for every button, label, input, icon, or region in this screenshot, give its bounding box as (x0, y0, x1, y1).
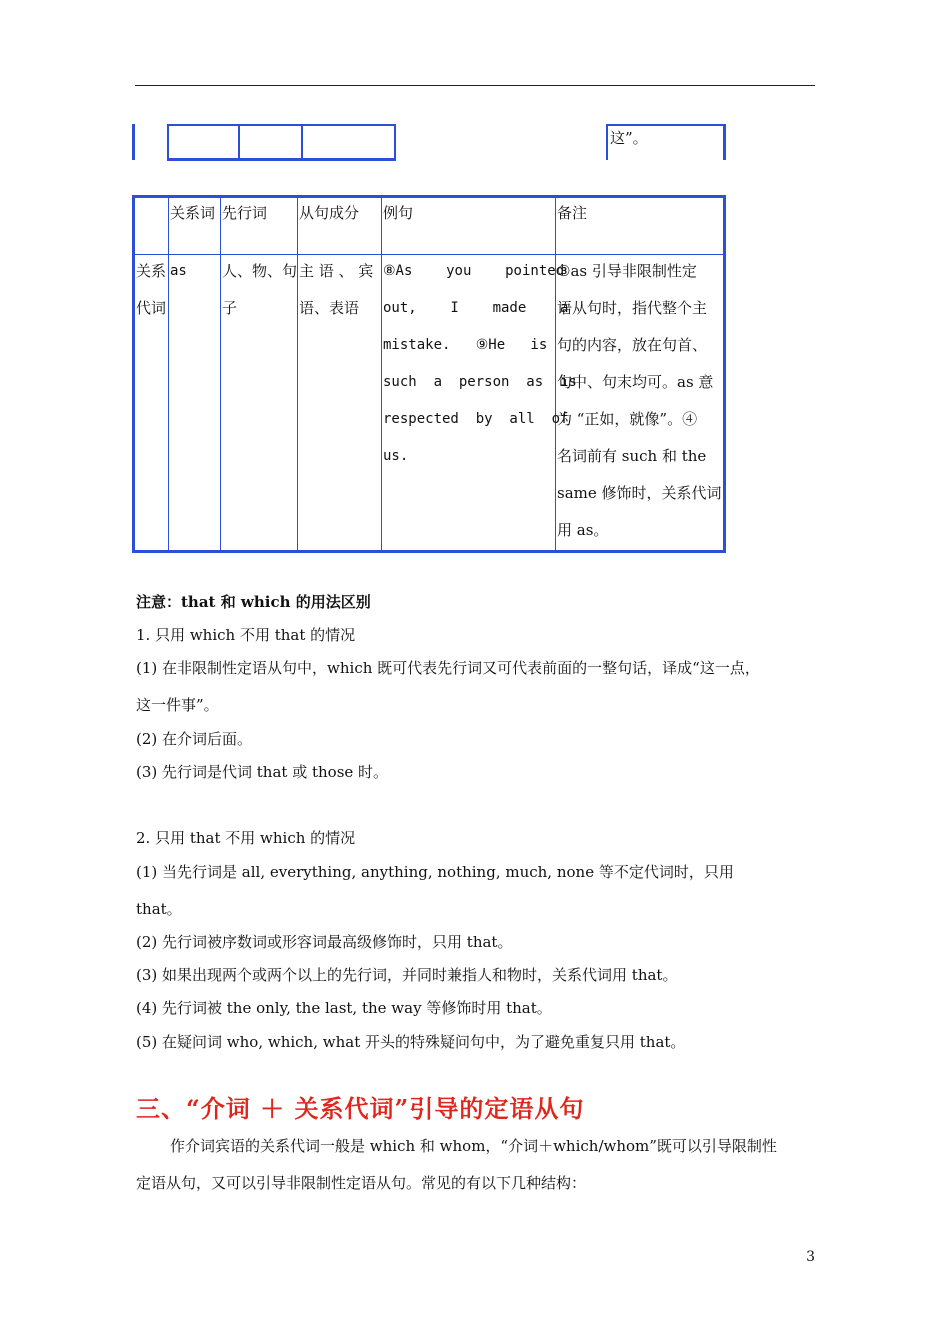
cell-antecedent: 人、物、句 子 (222, 262, 298, 317)
s2-item: (1) 当先行词是 all, everything, anything, nothing, much, none 等不定代词时，只用 (136, 863, 734, 881)
fragment-text: 这”。 (610, 129, 648, 147)
section3-title: 三、“介词 ＋ 关系代词”引导的定语从句 (136, 1094, 585, 1123)
section2-heading: 2. 只用 that 不用 which 的情况 (136, 829, 356, 847)
s1-item: (1) 在非限制性定语从句中，which 既可代表先行词又可代表前面的一整句话，译成“这一点， (136, 659, 760, 677)
s1-item: (3) 先行词是代词 that 或 those 时。 (136, 763, 389, 781)
notice-title: 注意：that 和 which 的用法区别 (136, 593, 371, 611)
page-number: 3 (806, 1249, 815, 1265)
header-rule (135, 85, 815, 86)
header-antecedent: 先行词 (222, 204, 268, 222)
header-role: 从句成分 (299, 204, 360, 222)
header-relword: 关系词 (170, 204, 216, 222)
s1-item: (2) 在介词后面。 (136, 730, 253, 748)
cell-notes: ③as 引导非限制性定 语从句时，指代整个主 句的内容，放在句首、 句中、句末均可。as 意 为 “正如，就像”。④ 名词前有 such 和 the same 修饰时，关系代词 用 as。 (557, 262, 722, 539)
section1-heading: 1. 只用 which 不用 that 的情况 (136, 626, 356, 644)
s2-item: that。 (136, 900, 182, 918)
cell-type: 关系 代词 (136, 262, 167, 317)
s1-item: 这一件事”。 (136, 696, 219, 714)
cell-examples: ⑧As you pointed out, I made a mistake. ⑨He is such a person as is respected by all of us. (383, 263, 577, 464)
s2-item: (2) 先行词被序数词或形容词最高级修饰时，只用 that。 (136, 933, 513, 951)
section3-paragraph-line2: 定语从句，又可以引导非限制性定语从句。常见的有以下几种结构： (136, 1174, 587, 1192)
s2-item: (3) 如果出现两个或两个以上的先行词，并同时兼指人和物时，关系代词用 that。 (136, 966, 678, 984)
header-notes: 备注 (557, 204, 588, 222)
cell-role: 主 语 、 宾 语、表语 (299, 262, 374, 317)
header-example: 例句 (383, 204, 414, 222)
s2-item: (5) 在疑问词 who, which, what 开头的特殊疑问句中，为了避免重复只用 that。 (136, 1033, 686, 1051)
relative-pronoun-table (132, 195, 726, 553)
cell-relword: as (170, 263, 187, 279)
s2-item: (4) 先行词被 the only, the last, the way 等修饰时用 that。 (136, 999, 552, 1017)
section3-paragraph-line1: 作介词宾语的关系代词一般是 which 和 whom，“介词＋which/whom”既可以引导限制性 (170, 1137, 777, 1155)
